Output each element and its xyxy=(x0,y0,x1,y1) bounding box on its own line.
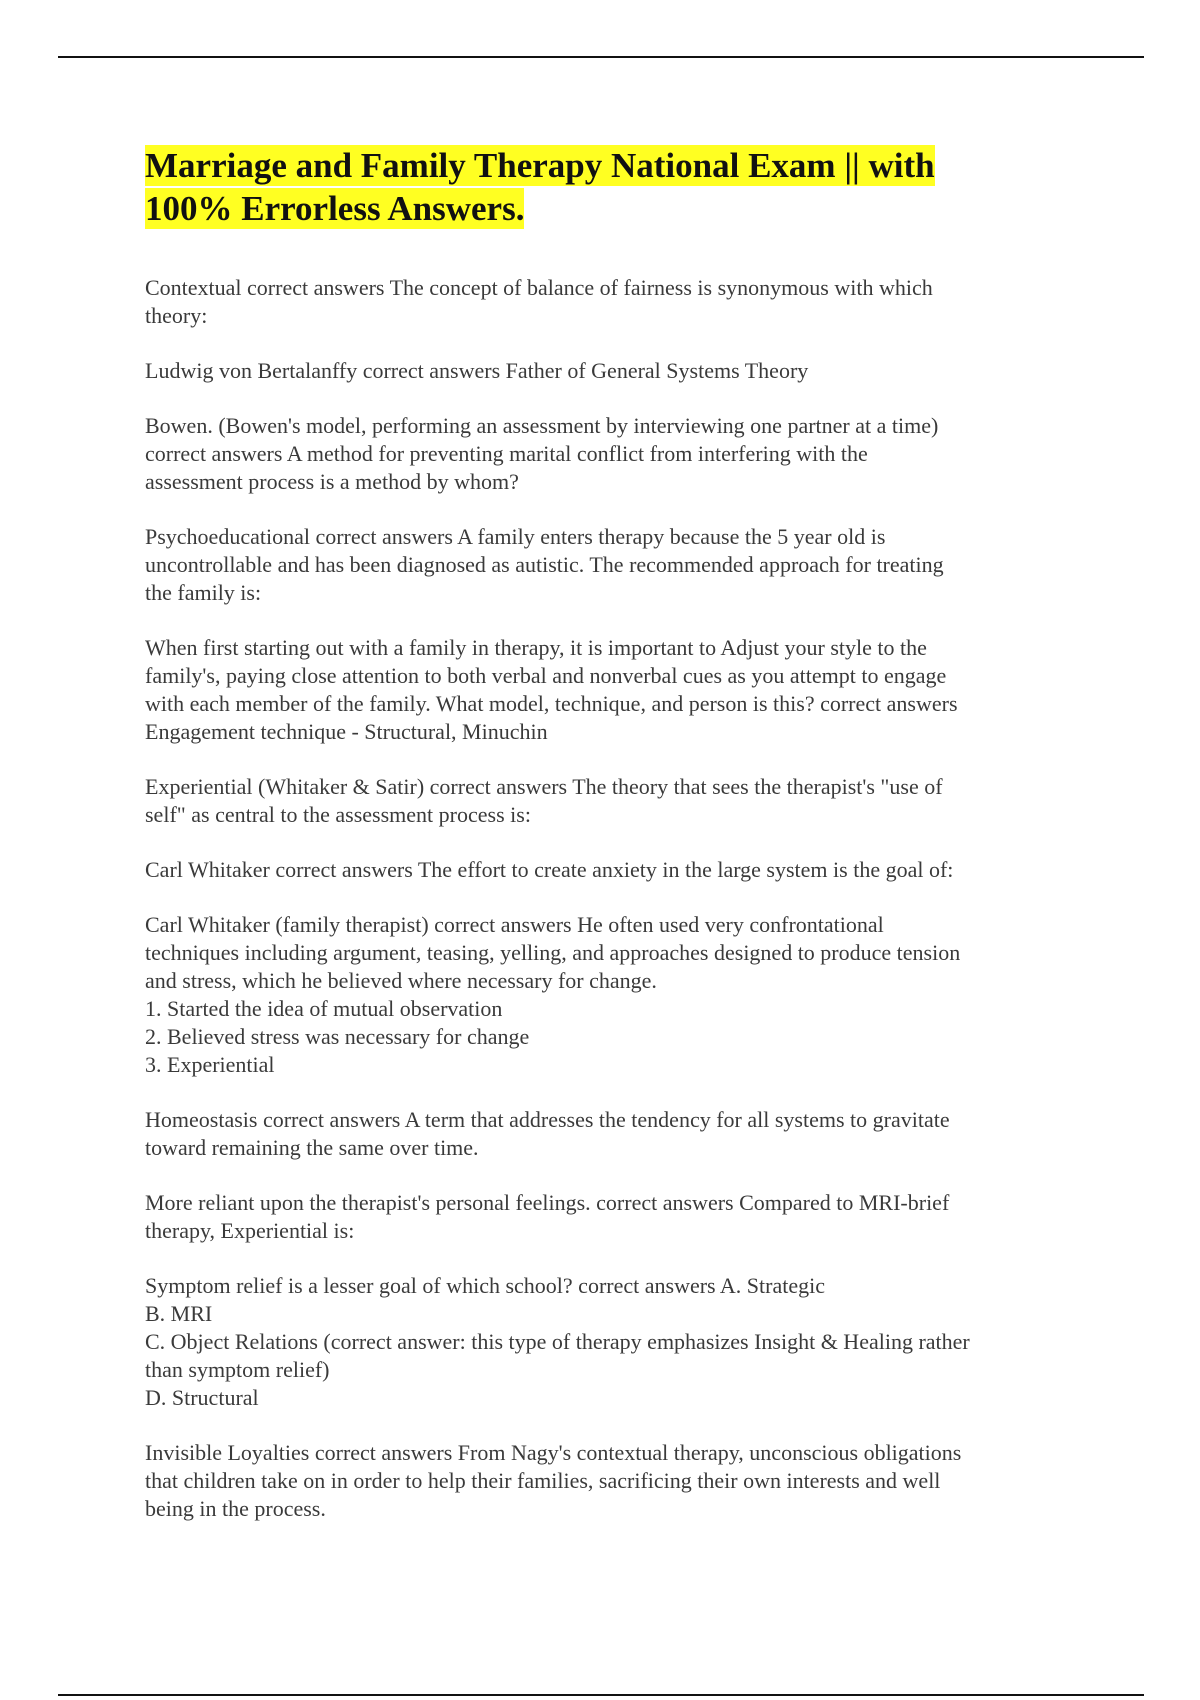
qa-entry xyxy=(145,773,1070,829)
entry-line: Contextual correct answers The concept of balance of fairness is synonymous with which xyxy=(145,275,933,300)
entry-line: than symptom relief) xyxy=(145,1357,330,1382)
qa-entry xyxy=(145,523,1070,607)
entry-line: therapy, Experiential is: xyxy=(145,1218,355,1243)
entry-line: Bowen. (Bowen's model, performing an assessment by interviewing one partner at a time) xyxy=(145,413,939,438)
entry-line: family's, paying close attention to both verbal and nonverbal cues as you attempt to engage xyxy=(145,663,947,688)
entry-line: Psychoeducational correct answers A family enters therapy because the 5 year old is xyxy=(145,524,886,549)
entry-line: Engagement technique - Structural, Minuchin xyxy=(145,719,548,744)
qa-entry xyxy=(145,1106,1070,1162)
entry-line: Symptom relief is a lesser goal of which school? correct answers A. Strategic xyxy=(145,1273,825,1298)
qa-entry xyxy=(145,911,1070,1079)
entry-line: uncontrollable and has been diagnosed as autistic. The recommended approach for treating xyxy=(145,552,944,577)
entry-line: and stress, which he believed where necessary for change. xyxy=(145,968,657,993)
entry-line: techniques including argument, teasing, yelling, and approaches designed to produce tension xyxy=(145,940,961,965)
title-line-1: Marriage and Family Therapy National Exam || with xyxy=(145,146,935,185)
qa-entry xyxy=(145,1189,1070,1245)
document-title xyxy=(145,144,1070,230)
bottom-rule xyxy=(58,1694,1144,1696)
entry-line: C. Object Relations (correct answer: this type of therapy emphasizes Insight & Healing rather xyxy=(145,1329,970,1354)
entry-line: Invisible Loyalties correct answers From Nagy's contextual therapy, unconscious obligations xyxy=(145,1440,962,1465)
entry-line: toward remaining the same over time. xyxy=(145,1135,479,1160)
entry-line: Homeostasis correct answers A term that addresses the tendency for all systems to gravitate xyxy=(145,1107,950,1132)
top-rule xyxy=(58,56,1144,58)
qa-entry xyxy=(145,1439,1070,1523)
entry-line: B. MRI xyxy=(145,1301,213,1326)
entry-line: Carl Whitaker correct answers The effort to create anxiety in the large system is the goal of: xyxy=(145,857,954,882)
qa-entry xyxy=(145,1272,1070,1412)
document-body xyxy=(145,144,1070,1550)
qa-entry xyxy=(145,357,1070,385)
entry-line: that children take on in order to help their families, sacrificing their own interests and well xyxy=(145,1468,941,1493)
entry-line: More reliant upon the therapist's personal feelings. correct answers Compared to MRI-brief xyxy=(145,1190,950,1215)
qa-entry xyxy=(145,412,1070,496)
entry-line: 2. Believed stress was necessary for change xyxy=(145,1024,530,1049)
entry-line: with each member of the family. What model, technique, and person is this? correct answers xyxy=(145,691,958,716)
entry-line: the family is: xyxy=(145,580,262,605)
entry-line: Experiential (Whitaker & Satir) correct answers The theory that sees the therapist's "use of xyxy=(145,774,943,799)
entry-line: assessment process is a method by whom? xyxy=(145,469,519,494)
qa-entry xyxy=(145,274,1070,330)
entry-line: Ludwig von Bertalanffy correct answers Father of General Systems Theory xyxy=(145,358,809,383)
title-line-2: 100% Errorless Answers. xyxy=(145,189,525,228)
entry-line: being in the process. xyxy=(145,1496,326,1521)
entry-line: When first starting out with a family in therapy, it is important to Adjust your style to the xyxy=(145,635,927,660)
entry-line: 1. Started the idea of mutual observation xyxy=(145,996,503,1021)
qa-entry xyxy=(145,634,1070,746)
entry-line: theory: xyxy=(145,303,208,328)
entry-line: correct answers A method for preventing marital conflict from interfering with the xyxy=(145,441,868,466)
entry-line: 3. Experiential xyxy=(145,1052,275,1077)
entry-line: D. Structural xyxy=(145,1385,259,1410)
qa-entry xyxy=(145,856,1070,884)
entry-line: Carl Whitaker (family therapist) correct answers He often used very confrontational xyxy=(145,912,884,937)
entry-line: self" as central to the assessment process is: xyxy=(145,802,531,827)
